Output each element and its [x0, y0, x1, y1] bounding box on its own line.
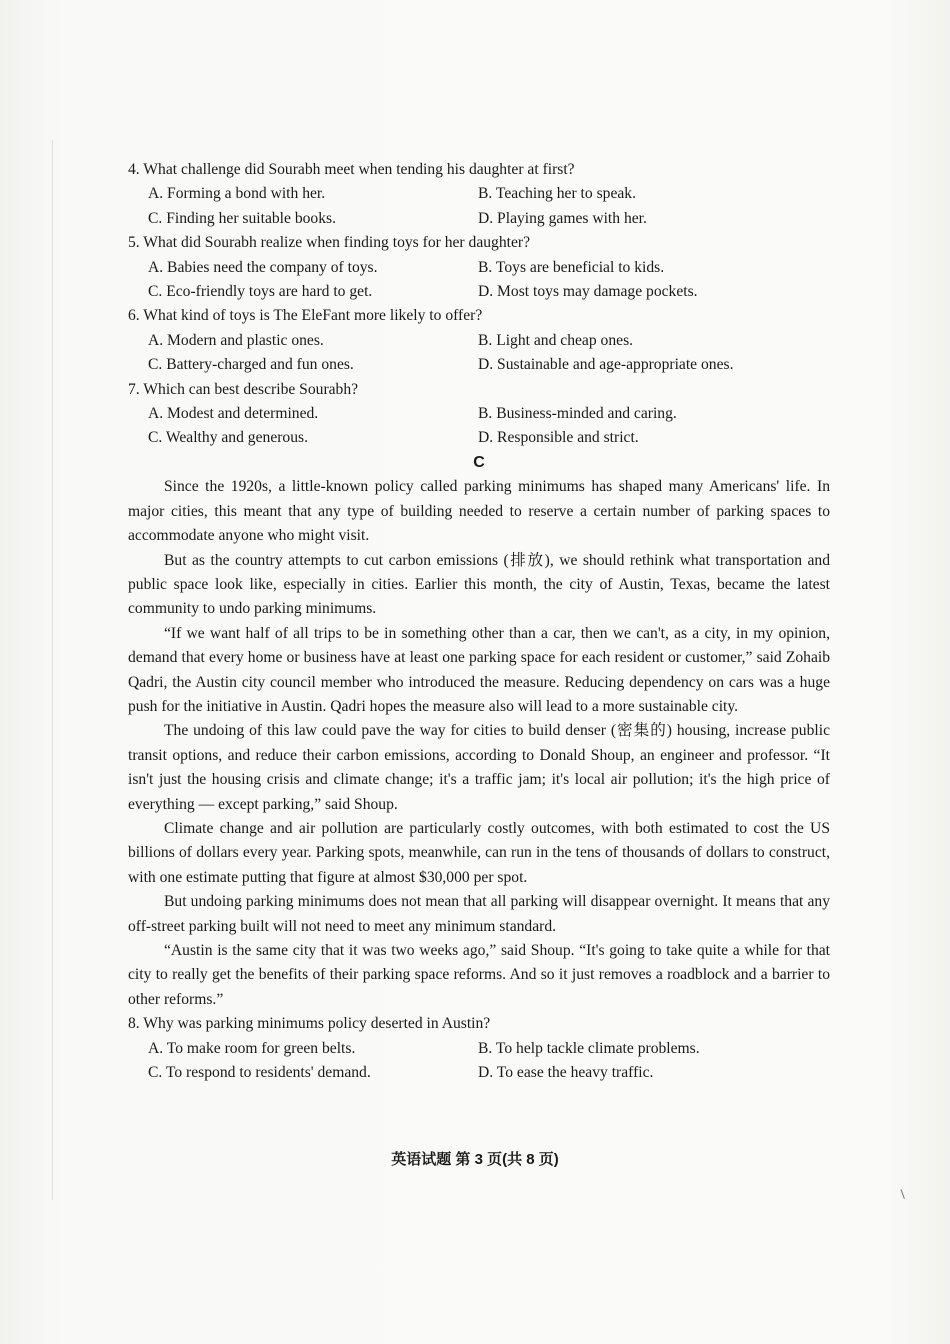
option-b[interactable]: B. Light and cheap ones.	[478, 331, 634, 349]
option-d[interactable]: D. Sustainable and age-appropriate ones.	[478, 356, 734, 374]
question-stem: 6. What kind of toys is The EleFant more likely to offer?	[128, 307, 483, 325]
passage-paragraph: But undoing parking minimums does not mean that all parking will disappear overnight. It means that any off-street parking built will not need to meet any minimum standard.	[128, 893, 830, 935]
question-stem: 4. What challenge did Sourabh meet when tending his daughter at first?	[128, 161, 575, 178]
question-stem: 8. Why was parking minimums policy deserted in Austin?	[128, 1015, 491, 1033]
passage-paragraph: But as the country attempts to cut carbon emissions (排放), we should rethink what transportation and public space look like, especially in cities. Earlier this month, the city of Austin, Texas, became the latest community to undo parking minimums.	[128, 551, 830, 618]
options-grid	[128, 1037, 830, 1086]
pen-mark	[901, 1187, 911, 1199]
options-grid	[128, 402, 830, 451]
passage-paragraph: Climate change and air pollution are particularly costly outcomes, with both estimated to cost the US billions of dollars every year. Parking spots, meanwhile, can run in the tens of thousands of dollars to construct, with one estimate putting that figure at almost $30,000 per spot.	[128, 819, 830, 886]
option-c[interactable]: C. Wealthy and generous.	[148, 429, 308, 447]
option-d[interactable]: D. To ease the heavy traffic.	[478, 1064, 654, 1082]
option-b[interactable]: B. Toys are beneficial to kids.	[478, 258, 665, 276]
option-a[interactable]: A. To make room for green belts.	[148, 1039, 356, 1057]
reading-passage	[128, 475, 830, 1012]
option-c[interactable]: C. Eco-friendly toys are hard to get.	[148, 283, 373, 301]
option-d[interactable]: D. Most toys may damage pockets.	[478, 283, 698, 301]
question-8	[128, 1012, 830, 1085]
question-stem: 5. What did Sourabh realize when finding toys for her daughter?	[128, 234, 530, 252]
option-a[interactable]: A. Modern and plastic ones.	[148, 331, 324, 349]
options-grid	[128, 182, 830, 231]
option-d[interactable]: D. Playing games with her.	[478, 209, 647, 227]
option-b[interactable]: B. Teaching her to speak.	[478, 185, 636, 203]
page-footer: 英语试题 第 3 页(共 8 页)	[391, 1151, 559, 1168]
question-7	[128, 378, 830, 451]
passage-paragraph: “If we want half of all trips to be in something other than a car, then we can't, as a city, in my opinion, demand that every home or business have at least one parking space for each resident or customer,” said Zohaib Qadri, the Austin city council member who introduced the measure. Reducing dependency on cars was a huge push for the initiative in Austin. Qadri hopes the measure also will lead to a more sustainable city.	[128, 624, 830, 715]
option-d[interactable]: D. Responsible and strict.	[478, 429, 639, 447]
passage-paragraph: The undoing of this law could pave the way for cities to build denser (密集的) housing, increase public transit options, and reduce their carbon emissions, according to Donald Shoup, an engineer and professor. “It isn't just the housing crisis and climate change; it's a traffic jam; it's local air pollution; it's the high price of everything — except parking,” said Shoup.	[128, 722, 830, 813]
options-grid	[128, 329, 830, 378]
passage-paragraph: Since the 1920s, a little-known policy called parking minimums has shaped many Americans' life. In major cities, this meant that any type of building needed to reserve a certain number of parking spaces to accommodate anyone who might visit.	[128, 478, 830, 545]
page-content	[128, 158, 830, 1085]
scan-edge-line	[52, 140, 53, 1200]
option-a[interactable]: A. Babies need the company of toys.	[148, 258, 378, 276]
question-4	[128, 158, 830, 231]
section-label: C	[473, 453, 485, 471]
option-c[interactable]: C. Finding her suitable books.	[148, 209, 336, 227]
options-grid	[128, 256, 830, 305]
option-c[interactable]: C. Battery-charged and fun ones.	[148, 356, 354, 374]
question-stem: 7. Which can best describe Sourabh?	[128, 380, 359, 398]
question-5	[128, 231, 830, 304]
passage-paragraph: “Austin is the same city that it was two weeks ago,” said Shoup. “It's going to take quite a while for that city to really get the benefits of their parking space reforms. And so it just removes a roadblock and a barrier to other reforms.”	[128, 942, 830, 1008]
option-c[interactable]: C. To respond to residents' demand.	[148, 1064, 371, 1082]
option-b[interactable]: B. Business-minded and caring.	[478, 405, 677, 423]
question-6	[128, 304, 830, 377]
option-a[interactable]: A. Forming a bond with her.	[148, 185, 326, 203]
option-b[interactable]: B. To help tackle climate problems.	[478, 1039, 700, 1057]
option-a[interactable]: A. Modest and determined.	[148, 405, 319, 423]
